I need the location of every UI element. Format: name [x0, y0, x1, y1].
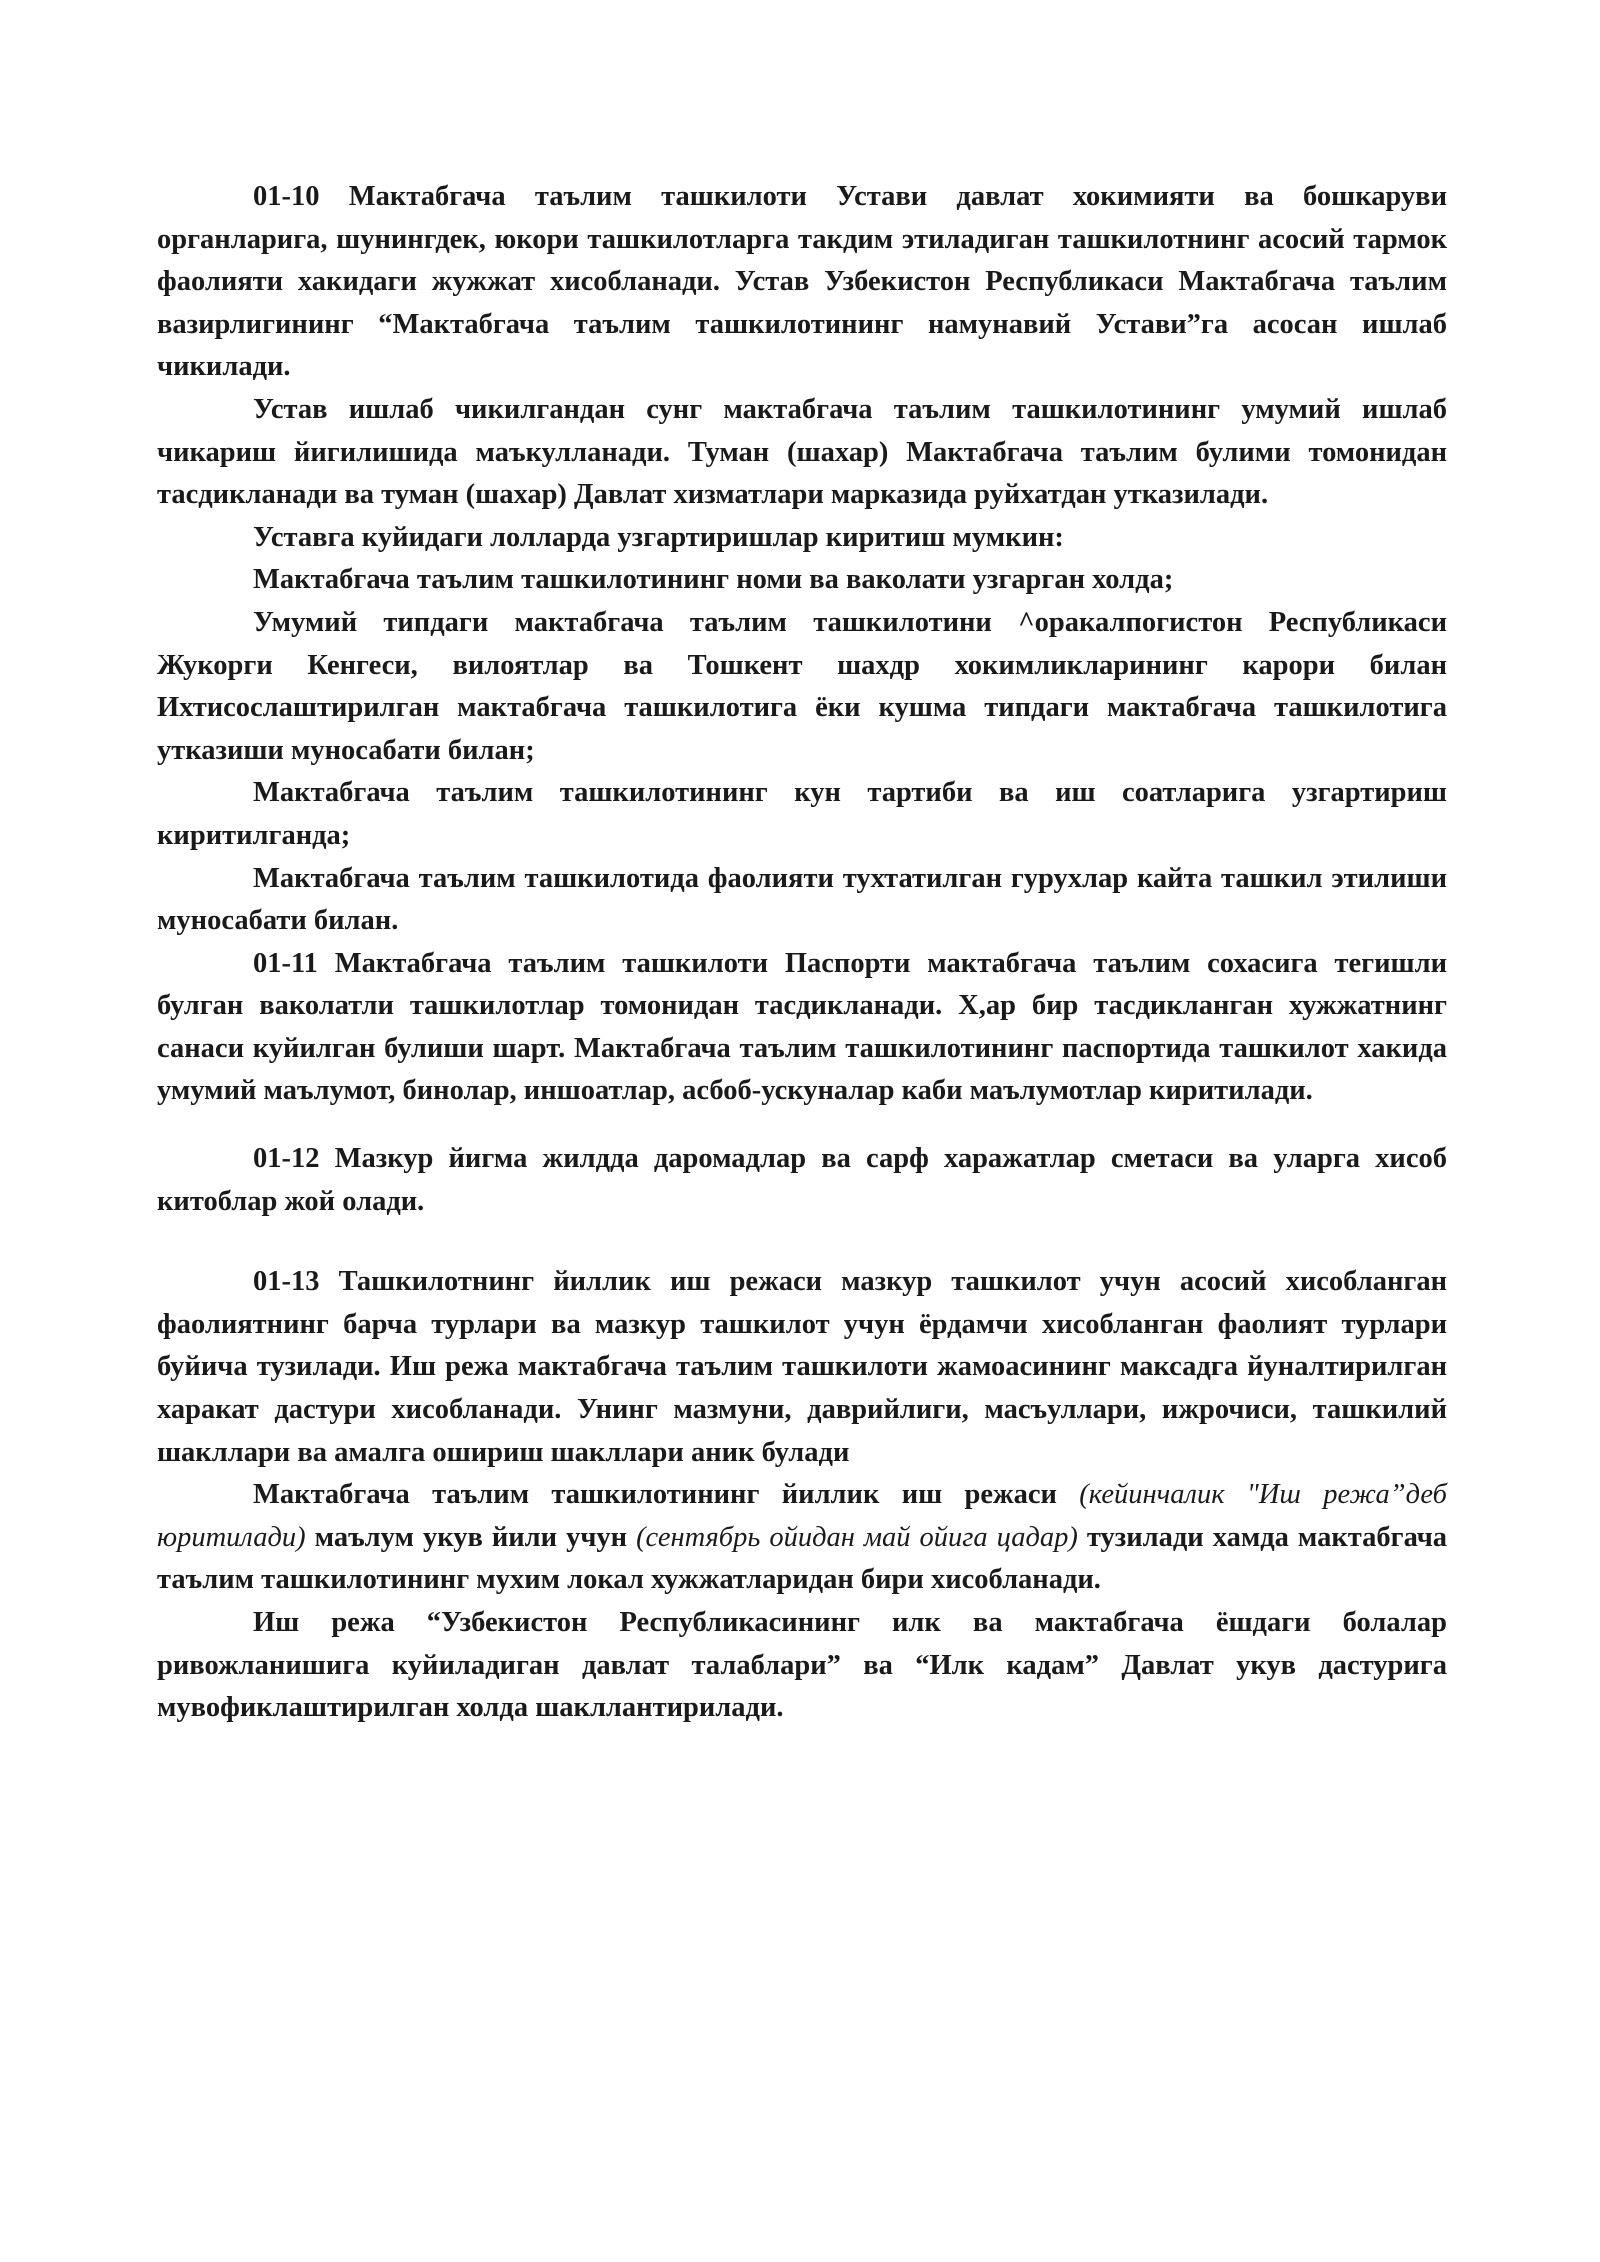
paragraph-plan-alignment: Иш режа “Узбекистон Республикасининг илк ва мактабгача ёшдаги болалар ривожланишига куйиладиган давлат талаблари” ва “Илк кадам” Давлат укув дастурига мувофиклаштирилган холда шакллантирилади. — [157, 1607, 1447, 1724]
paragraph-01-13: 01-13 Ташкилотнинг йиллик иш режаси мазкур ташкилот учун асосий хисобланган фаолиятнинг барча турлари ва мазкур ташкилот учун ёрдамчи хисобланган фаолият турлари буйича тузилади. Иш режа мактабгача таълим ташкилоти жамоасининг максадга йуналтирилган харакат дастури хисобланади. Унинг мазмуни, даврийлиги, масъуллари, ижрочиси, ташкилий шакллари ва амалга ошириш шакллари аник булади — [157, 1266, 1447, 1468]
plan-text-3: тузилади хамда мактабгача таълим ташкилотининг мухим локал хужжатларидан бири хисобланади. — [157, 1521, 1448, 1596]
paragraph-01-12: 01-12 Мазкур йигма жилдда даромадлар ва сарф харажатлар сметаси ва уларга хисоб китоблар жой олади. — [157, 1143, 1447, 1217]
paragraph-amendment-schedule: Мактабгача таълим ташкилотининг кун тартиби ва иш соатларига узгартириш киритилганда; — [157, 777, 1447, 851]
plan-italic-1: (кейинчалик "Иш режа”деб юритилади) — [157, 1479, 1447, 1553]
plan-text-2: маълум укув йили учун — [305, 1521, 637, 1553]
plan-text-1: Мактабгача таълим ташкилотининг йиллик иш режаси — [253, 1479, 1080, 1511]
paragraph-charter-approval: Устав ишлаб чикилгандан сунг мактабгача таълим ташкилотининг умумий ишлаб чикариш йигилишида маъкулланади. Туман (шахар) Мактабгача таълим булими томонидан тасдикланади ва туман (шахар) Давлат хизматлари марказида руйхатдан утказилади. — [157, 393, 1447, 511]
paragraph-amendments-intro: Уставга куйидаги лолларда узгартиришлар киритиш мумкин: — [253, 521, 1064, 553]
plan-italic-2: (сентябрь ойидан май ойига цадар) — [636, 1521, 1078, 1553]
paragraph-amendment-groups: Мактабгача таълим ташкилотида фаолияти тухтатилган гурухлар кайта ташкил этилиши муносабати билан. — [157, 862, 1447, 937]
paragraph-01-10: 01-10 Мактабгача таълим ташкилоти Устави давлат хокимияти ва бошкаруви органларига, шунингдек, юкори ташкилотларга такдим этиладиган ташкилотнинг асосий тармок фаолияти хакидаги жужжат хисобланади. Устав Узбекистон Республикаси Мактабгача таълим вазирлигининг “Мактабгача таълим ташкилотининг намунавий Устави”га асосан ишлаб чикилади. — [157, 181, 1447, 383]
paragraph-annual-plan — [157, 1474, 1447, 1602]
paragraph-01-11: 01-11 Мактабгача таълим ташкилоти Паспорти мактабгача таълим сохасига тегишли булган ваколатли ташкилотлар томонидан тасдикланади. Х,ар бир тасдикланган хужжатнинг санаси куйилган булиши шарт. Мактабгача таълим ташкилотининг паспортида ташкилот хакида умумий маълумот, бинолар, иншоатлар, асбоб-ускуналар каби маълумотлар киритилади. — [157, 947, 1447, 1107]
paragraph-amendment-type: Умумий типдаги мактабгача таълим ташкилотини ^оракалпогистон Республикаси Жукорги Кенгеси, вилоятлар ва Тошкент шахдр хокимликларининг карори билан Ихтисослаштирилган мактабгача ташкилотига ёки кушма типдаги мактабгача ташкилотига утказиши муносабати билан; — [157, 606, 1447, 766]
document-body — [157, 176, 1447, 1730]
paragraph-amendment-name: Мактабгача таълим ташкилотининг номи ва ваколати узгарган холда; — [253, 564, 1174, 596]
